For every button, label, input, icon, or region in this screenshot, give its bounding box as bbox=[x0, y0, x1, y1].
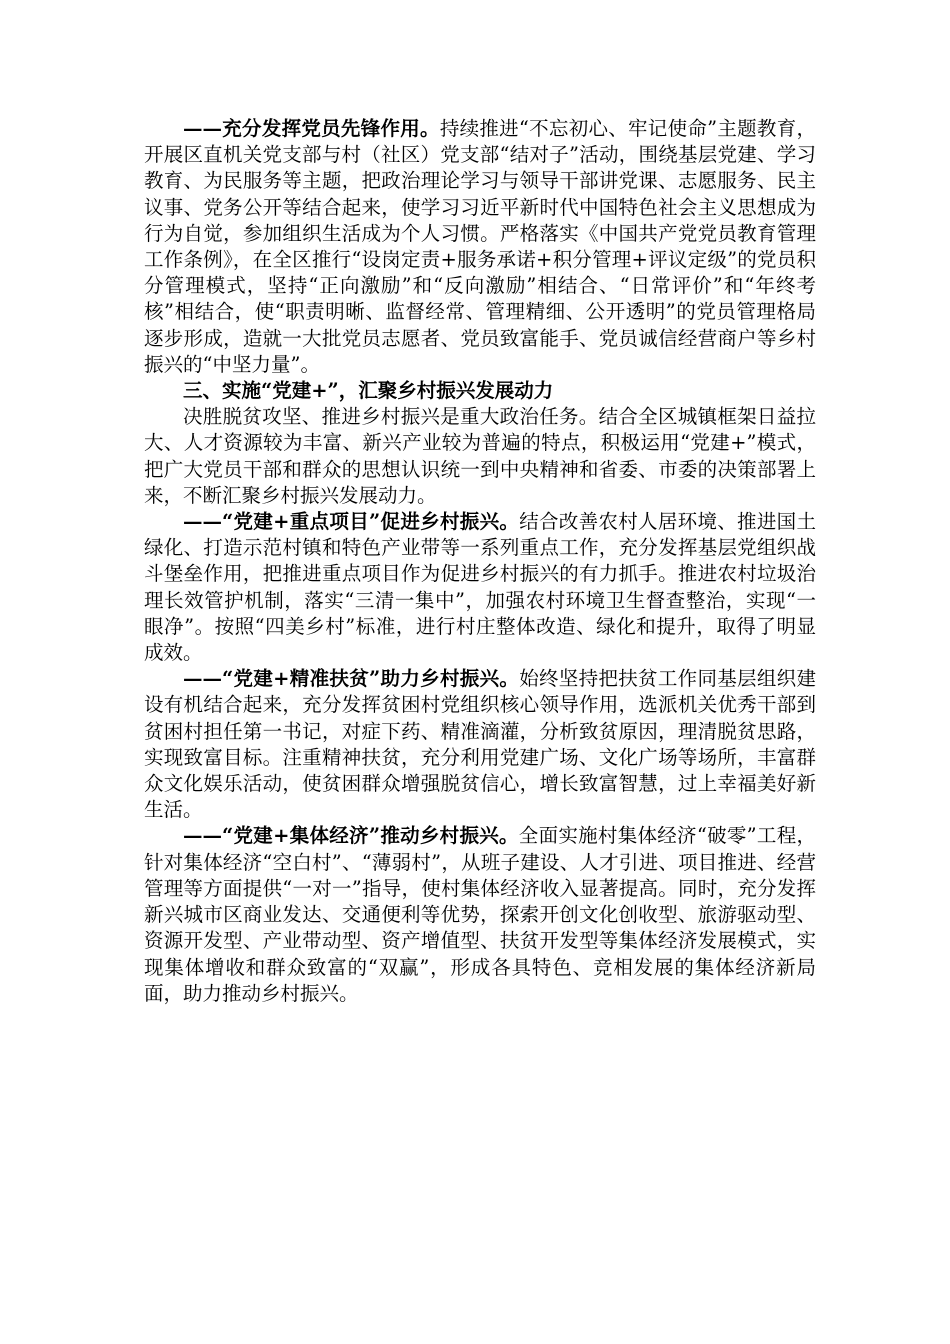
paragraph-body: 决胜脱贫攻坚、推进乡村振兴是重大政治任务。结合全区城镇框架日益拉大、人才资源较为丰富、新兴产业较为普遍的特点，积极运用“党建+”模式，把广大党员干部和群众的思想认识统一到中央精神和省委、市委的决策部署上来，不断汇聚乡村振兴发展动力。 bbox=[144, 405, 816, 507]
paragraph-lead: ——“党建+集体经济”推动乡村振兴。 bbox=[183, 824, 519, 848]
paragraph-body: 结合改善农村人居环境、推进国土绿化、打造示范村镇和特色产业带等一系列重点工作，充分发挥基层党组织战斗堡垒作用，把推进重点项目作为促进乡村振兴的有力抓手。推进农村垃圾治理长效管护机制，落实“三清一集中”，加强农村环境卫生督查整治，实现“一眼净”。按照“四美乡村”标准，进行村庄整体改造、绿化和提升，取得了明显成效。 bbox=[144, 510, 816, 665]
paragraph-section-intro bbox=[144, 404, 816, 509]
paragraph-lead: ——“党建+精准扶贫”助力乡村振兴。 bbox=[183, 667, 520, 691]
document-page bbox=[144, 116, 816, 1007]
paragraph-lead: ——充分发挥党员先锋作用。 bbox=[183, 117, 440, 140]
paragraph-key-projects bbox=[144, 509, 816, 666]
paragraph-body: 始终坚持把扶贫工作同基层组织建设有机结合起来，充分发挥贫困村党组织核心领导作用，选派机关优秀干部到贫困村担任第一书记，对症下药、精准滴灌，分析致贫原因，理清脱贫思路，实现致富目标。注重精神扶贫，充分利用党建广场、文化广场等场所，丰富群众文化娱乐活动，使贫困群众增强脱贫信心，增长致富智慧，过上幸福美好新生活。 bbox=[144, 667, 816, 822]
paragraph-body: 全面实施村集体经济“破零”工程，针对集体经济“空白村”、“薄弱村”，从班子建设、人才引进、项目推进、经营管理等方面提供“一对一”指导，使村集体经济收入显著提高。同时，充分发挥新兴城市区商业发达、交通便利等优势，探索开创文化创收型、旅游驱动型、资源开发型、产业带动型、资产增值型、扶贫开发型等集体经济发展模式，实现集体增收和群众致富的“双赢”，形成各具特色、竞相发展的集体经济新局面，助力推动乡村振兴。 bbox=[144, 824, 816, 1005]
paragraph-body: 持续推进“不忘初心、牢记使命”主题教育，开展区直机关党支部与村（社区）党支部“结对子”活动，围绕基层党建、学习教育、为民服务等主题，把政治理论学习与领导干部讲党课、志愿服务、民主议事、党务公开等结合起来，使学习习近平新时代中国特色社会主义思想成为行为自觉，参加组织生活成为个人习惯。严格落实《中国共产党党员教育管理工作条例》，在全区推行“设岗定责+服务承诺+积分管理+评议定级”的党员积分管理模式，坚持“正向激励”和“反向激励”相结合、“日常评价”和“年终考核”相结合，使“职责明晰、监督经常、管理精细、公开透明”的党员管理格局逐步形成，造就一大批党员志愿者、党员致富能手、党员诚信经营商户等乡村振兴的“中坚力量”。 bbox=[144, 117, 816, 376]
paragraph-poverty-alleviation bbox=[144, 666, 816, 823]
paragraph-lead: ——“党建+重点项目”促进乡村振兴。 bbox=[183, 510, 520, 534]
paragraph-party-member-vanguard bbox=[144, 116, 816, 378]
section-heading: 三、实施“党建+”，汇聚乡村振兴发展动力 bbox=[183, 379, 554, 403]
paragraph-collective-economy bbox=[144, 823, 816, 1006]
